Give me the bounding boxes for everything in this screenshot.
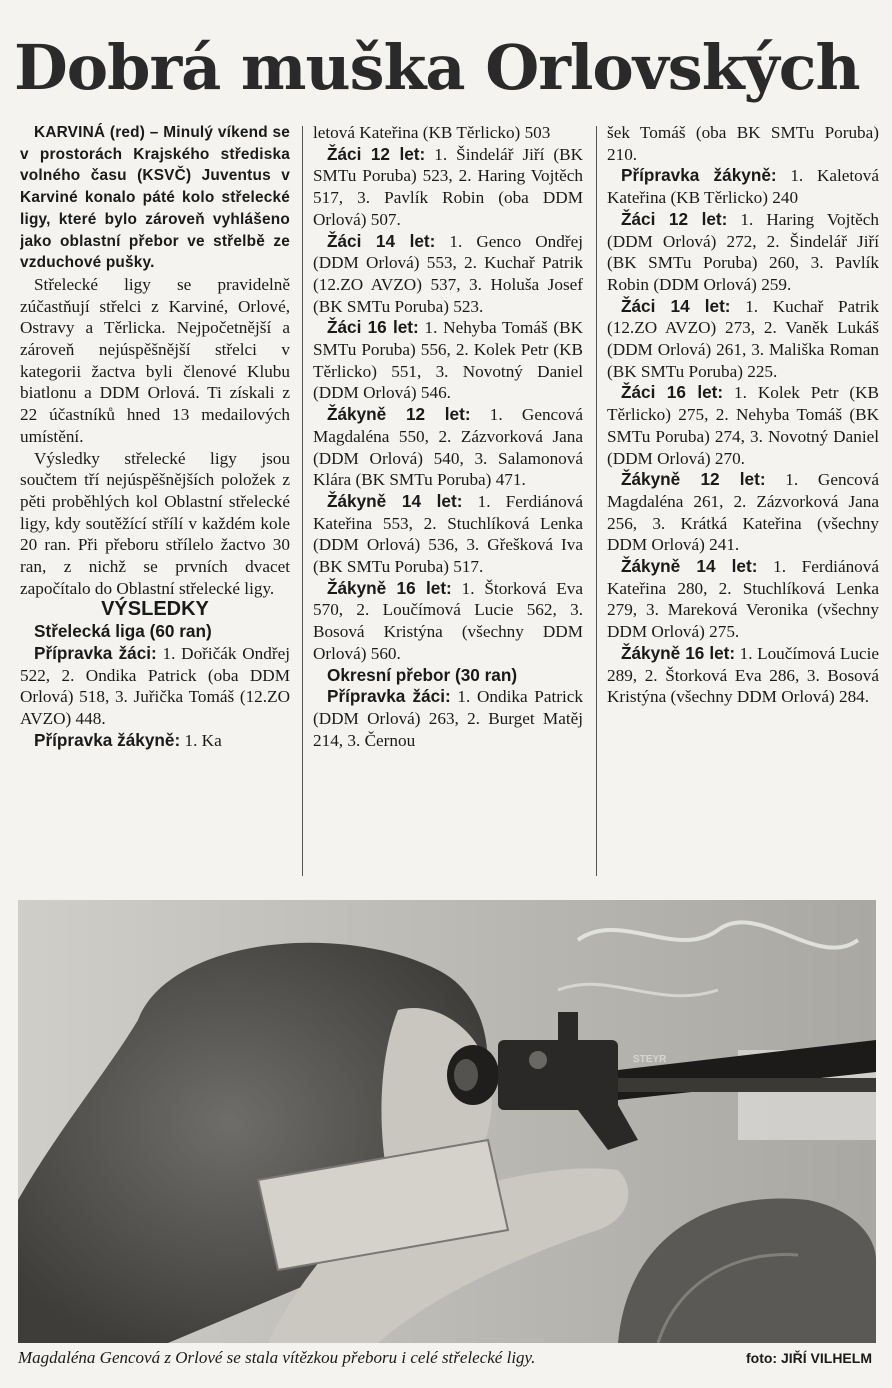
result-entry [20,730,290,752]
results-heading: VÝSLEDKY [101,598,209,621]
article-column-1 [20,122,290,882]
category-label: Žákyně 12 let: [621,469,766,490]
result-entry [313,231,583,318]
result-text: 1. Gencová Magdaléna 261, 2. Zázvorková Jana 256, 3. Krátká Kateřina (všechny DDM Orlová) 241. [607,470,879,555]
category-label: Žáci 16 let: [327,317,419,338]
article-column-3 [607,122,879,882]
body-paragraph: Výsledky střelecké ligy jsou součtem tří nejúspěšnějších položek z pěti proběhlých kol Oblastní střelecké ligy, kdy soutěžící střílí v každém kole 20 ran. Při přeboru střílelo žactvo 30 ran, z nichž se prvních dvacet započítalo do Oblastní střelecké ligy. [20,448,290,598]
category-label: Žáci 14 let: [621,295,731,316]
result-text: 1. Kaletová Kateřina (KB Těrlicko) 240 [607,166,879,208]
result-entry [607,209,879,296]
category-label: Žáci 12 let: [621,208,728,229]
category-label: Přípravka žáci: [34,642,157,663]
result-text: 1. Kolek Petr (KB Těrlicko) 275, 2. Nehyba Tomáš (BK SMTu Poruba) 274, 3. Novotný Daniel (DDM Orlová) 270. [607,383,879,468]
result-text: 1. Štorková Eva 570, 2. Loučímová Lucie 562, 3. Bosová Kristýna (všechny DDM Orlová) 560. [313,578,583,663]
result-text: 1. Ka [180,730,222,750]
category-label: Žáci 16 let: [621,382,724,403]
headline: Dobrá muška Orlovských [14,31,860,104]
result-text: 1. Loučímová Lucie 289, 2. Štorková Eva 286, 3. Bosová Kristýna (všechny DDM Orlová) 284. [607,643,879,707]
result-text: 1. Šindelář Jiří (BK SMTu Poruba) 523, 2. Haring Vojtěch 517, 3. Pavlík Robin (oba DDM Orlová) 507. [313,144,583,229]
result-entry [313,317,583,404]
result-text: 1. Ondika Patrick (DDM Orlová) 263, 2. Burget Matěj 214, 3. Černou [313,687,583,750]
result-entry [20,643,290,730]
photo-credit: foto: JIŘÍ VILHELM [746,1350,872,1366]
photo-caption: Magdaléna Gencová z Orlové se stala vítězkou přeboru i celé střelecké ligy. [18,1348,536,1367]
category-label: Přípravka žáci: [327,686,451,707]
result-entry [313,578,583,665]
continued-text: šek Tomáš (oba BK SMTu Poruba) 210. [607,123,879,164]
result-text: 1. Ferdiánová Kateřina 553, 2. Stuchlíková Lenka (DDM Orlová) 536, 3. Gřešková Iva (BK SMTu Poruba) 517. [313,491,583,577]
result-entry [313,686,583,751]
lead-paragraph: KARVINÁ (red) – Minulý víkend se v prostorách Krajského střediska volného času (KSVČ) Juventus v Karviné konalo páté kolo střelecké ligy, které bylo zároveň vyhlášeno jako oblastní přebor ve střelbě ze vzduchové pušky. [20,124,290,272]
results-subheading: Okresní přebor (30 ran) [327,664,518,685]
rifle-brand-label: STEYR [633,1054,667,1065]
result-text: 1. Kuchař Patrik (12.ZO AVZO) 273, 2. Vaněk Lukáš (DDM Orlová) 261, 3. Mališka Roman (BK SMTu Poruba) 225. [607,296,879,381]
result-entry [313,491,583,578]
category-label: Žákyně 12 let: [327,404,471,425]
result-text: 1. Genco Ondřej (DDM Orlová) 553, 2. Kuchař Patrik (12.ZO AVZO) 537, 3. Holuša Josef (BK SMTu Poruba) 523. [313,231,583,316]
result-entry [607,165,879,208]
result-text: 1. Gencová Magdaléna 550, 2. Zázvorková Jana (DDM Orlová) 540, 3. Salamonová Klára (BK SMTu Poruba) 471. [313,405,583,490]
result-entry [607,643,879,708]
category-label: Žákyně 16 let: [327,577,452,598]
result-entry [607,382,879,469]
column-rule [302,126,303,876]
article-photo [18,900,876,1343]
column-rule [596,126,597,876]
result-text: 1. Dořičák Ondřej 522, 2. Ondika Patrick (oba DDM Orlová) 518, 3. Juřička Tomáš (12.ZO AVZO) 448. [20,643,290,728]
category-label: Žákyně 14 let: [327,490,463,511]
results-subheading: Střelecká liga (60 ran) [34,621,212,642]
category-label: Přípravka žákyně: [621,165,777,186]
category-label: Žáci 12 let: [327,143,426,164]
article-column-2 [313,122,583,882]
category-label: Přípravka žákyně: [34,729,181,750]
category-label: Žáci 14 let: [327,230,436,251]
result-entry [313,144,583,231]
result-entry [607,469,879,556]
category-label: Žákyně 14 let: [621,556,758,577]
continued-text: letová Kateřina (KB Těrlicko) 503 [313,123,551,142]
result-entry [313,404,583,491]
result-entry [607,556,879,643]
photo-illustration [18,900,876,1343]
result-entry [607,296,879,383]
result-text: 1. Nehyba Tomáš (BK SMTu Poruba) 556, 2. Kolek Petr (KB Těrlicko) 551, 3. Novotný Daniel (DDM Orlová) 546. [313,318,583,403]
body-paragraph: Střelecké ligy se pravidelně zúčastňují střelci z Karviné, Orlové, Ostravy a Těrlicka. Nejpočetnější a zároveň nejúspěšnější střelci v kategorii žactva byli členové Klubu biatlonu a DDM Orlová. Ti získali z 22 účastníků hned 13 medailových umístění. [20,274,290,446]
result-text: 1. Ferdiánová Kateřina 280, 2. Stuchlíková Lenka 279, 3. Mareková Veronika (všechny DDM Orlová) 275. [607,557,879,642]
category-label: Žákyně 16 let: [621,642,736,663]
result-text: 1. Haring Vojtěch (DDM Orlová) 272, 2. Šindelář Jiří (BK SMTu Poruba) 260, 3. Pavlík Robin (DDM Orlová) 259. [607,209,879,294]
